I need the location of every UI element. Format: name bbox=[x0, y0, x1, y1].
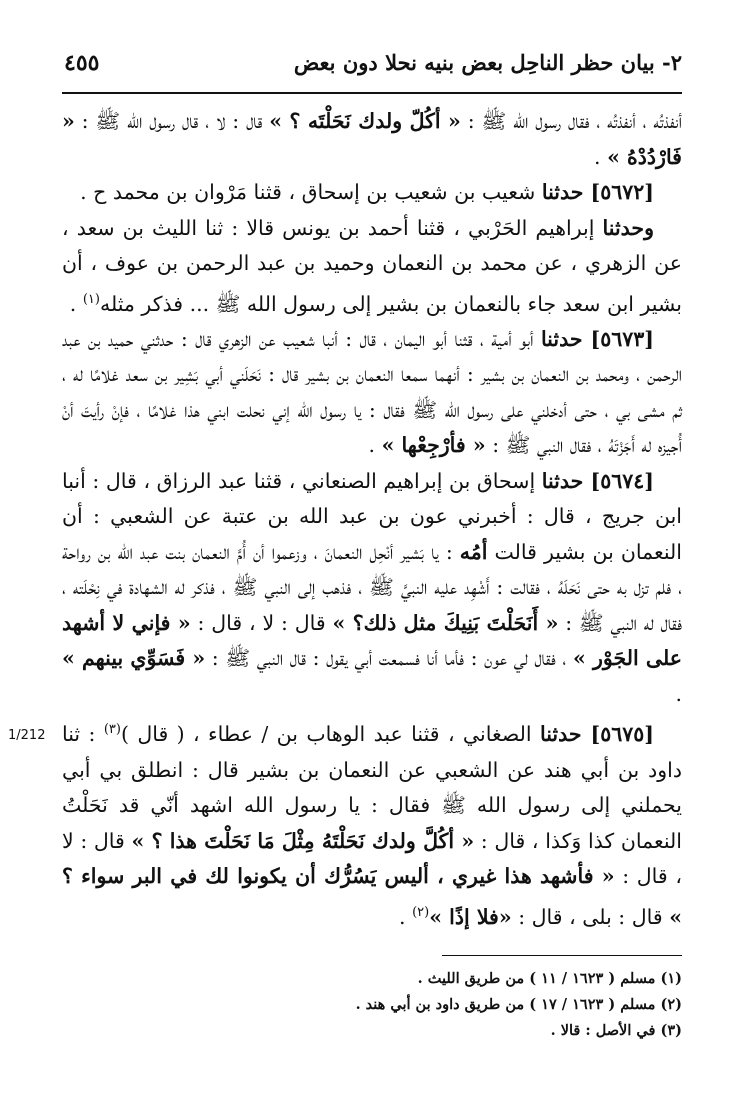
bold-segment: « أكُلَّ ولدك نَحَلْتَهُ مِثْلَ مَا نَحَلْتَ هذا ؟ » bbox=[131, 828, 475, 853]
footnotes bbox=[62, 966, 682, 1044]
footnote-3: (٣) في الأصل : قالا . bbox=[550, 1021, 682, 1039]
bold-segment: [٥٦٧٢] حدثنا bbox=[541, 180, 654, 204]
footnote-1: (١) مسلم ( ١٦٢٣ / ١١ ) من طريق الليث . bbox=[417, 969, 682, 987]
page-number: ٤٥٥ bbox=[64, 50, 100, 76]
bold-segment: « فأشهد هذا غيري ، أليس يَسُرُّك أن يكونوا لك في البر سواء ؟ » bbox=[62, 864, 682, 929]
bold-segment: [٥٦٧٤] حدثنا bbox=[541, 468, 654, 493]
bold-segment: [٥٦٧٥] حدثنا bbox=[539, 722, 654, 747]
text-segment: قال : لا ، قال رسول الله ﷺ : bbox=[74, 109, 270, 133]
header-rule bbox=[62, 92, 682, 94]
paragraph-1 bbox=[62, 175, 682, 211]
paragraph-2 bbox=[62, 211, 682, 322]
text-segment: . bbox=[594, 144, 608, 169]
bold-segment: « فَارْدُدْهُ » bbox=[62, 109, 682, 169]
page-header bbox=[62, 50, 682, 90]
paragraph-4 bbox=[62, 464, 682, 713]
bold-segment: « أكُلّ ولدك نَحَلْتَه ؟ » bbox=[269, 109, 461, 133]
footnote-marker: (١) bbox=[82, 291, 100, 307]
text-segment: . bbox=[399, 904, 413, 929]
running-title: ٢- بيان حظر الناحِل بعض بنيه نحلا دون بعض bbox=[293, 50, 682, 75]
paragraph-5 bbox=[8, 712, 682, 935]
margin-folio-ref: 1/212 bbox=[8, 728, 46, 744]
text-segment: إبراهيم الحَرْبي ، قثنا أحمد بن يونس قالا : ثنا الليث بن سعد ، عن الزهري ، عن محمد بن النعمان وحميد بن عبد الرحمن بن عوف ، أن بشير ابن سعد جاء بالنعمان بن بشير إلى رسول الله ﷺ ... فذكر مثله bbox=[62, 215, 682, 316]
footnote-2: (٢) مسلم ( ١٦٢٣ / ١٧ ) من طريق داود بن أبي هند . bbox=[355, 995, 682, 1013]
text-segment: أنفذتُه ، أنفذتُه ، فقال رسول الله ﷺ : bbox=[460, 109, 682, 133]
text-segment: قال : لا ، قال : bbox=[190, 610, 333, 635]
page bbox=[8, 50, 683, 1044]
paragraph-0 bbox=[62, 104, 682, 175]
paragraph-3 bbox=[62, 322, 682, 464]
bold-segment: « فإني لا أشهد على الجَوْر » bbox=[62, 610, 683, 671]
bold-segment: « فَسَوِّي بينهم » bbox=[62, 646, 206, 671]
text-segment: قال : بلى ، قال : bbox=[511, 904, 670, 929]
footnote-marker: (٢) bbox=[412, 904, 430, 920]
text-segment: . bbox=[368, 433, 382, 458]
text-segment: أبو أمية ، قثنا أبو اليمان ، قال : أنبا شعيب عن الزهري قال : حدثني حميد بن عبد الرحمن ، ومحمد بن النعمان بن بشير : أنهما سمعا النعمان بن بشير قال : نَحَلَني أبي بَشِير بن سعد غلامًا له ، ثم مشى بي ، حتى أدخلني على رسول الله ﷺ فقال : يا رسول الله إني نحلت ابني هذا غلامًا ، فإنْ رأيتَ أنْ أُجيزه له أَجَزْتَهُ ، فقال النبي ﷺ : bbox=[62, 326, 682, 458]
text-segment: شعيب بن شعيب بن إسحاق ، قثنا مَرْوان بن محمد ح . bbox=[80, 180, 542, 204]
bold-segment: « فأرْجِعْها » bbox=[381, 433, 486, 458]
text-segment: . bbox=[69, 291, 83, 316]
text-segment: : ثنا داود بن أبي هند عن الشعبي عن النعمان بن بشير قال : انطلق بي أبي يحملني إلى رسول الله ﷺ فقال : يا رسول الله اشهد أنّي قد نَحَلْتُ النعمان كذا وَكذا ، قال : bbox=[62, 722, 682, 853]
text-segment: قال : لا ، قال : bbox=[62, 828, 682, 889]
text-segment: ، فقال لي عون : فأما أنا فسمعت أبي يقول : قال النبي ﷺ : bbox=[205, 646, 573, 671]
text-segment: : يا بَشير أنْحِل النعمانَ ، وزعموا أن أُمَّ النعمان بنت عبد الله بن رواحة ، فلم تزل به حتى نَحَلَهُ ، فقالت : أَشْهِد عليه النبيَّ ﷺ ، فذهب إلى النبي ﷺ ، فذكر له الشهادة في نِحْلَته ، فقال له النبي ﷺ : bbox=[62, 539, 682, 635]
footnote-marker: (٣) bbox=[103, 722, 121, 738]
text-segment: إسحاق بن إبراهيم الصنعاني ، قثنا عبد الرزاق ، قال : أنبا ابن جريج ، قال : أخبرني عون بن عبد الله بن عتبة عن الشعبي : أن النعمان بن بشير قالت bbox=[62, 468, 682, 564]
bold-segment: [٥٦٧٣] حدثنا bbox=[540, 326, 654, 351]
bold-segment: وحدثنا bbox=[602, 215, 654, 240]
footnote-rule bbox=[442, 955, 682, 956]
bold-segment: «فلا إذًا » bbox=[429, 904, 512, 929]
text-segment: . bbox=[675, 681, 682, 706]
body-text bbox=[8, 104, 683, 935]
bold-segment: أمُه bbox=[459, 539, 488, 564]
bold-segment: « أَنَحَلْتَ بَنِيكَ مثل ذلك؟ » bbox=[332, 610, 559, 635]
text-segment: الصغاني ، قثنا عبد الوهاب بن / عطاء ، ( قال ) bbox=[120, 722, 540, 747]
